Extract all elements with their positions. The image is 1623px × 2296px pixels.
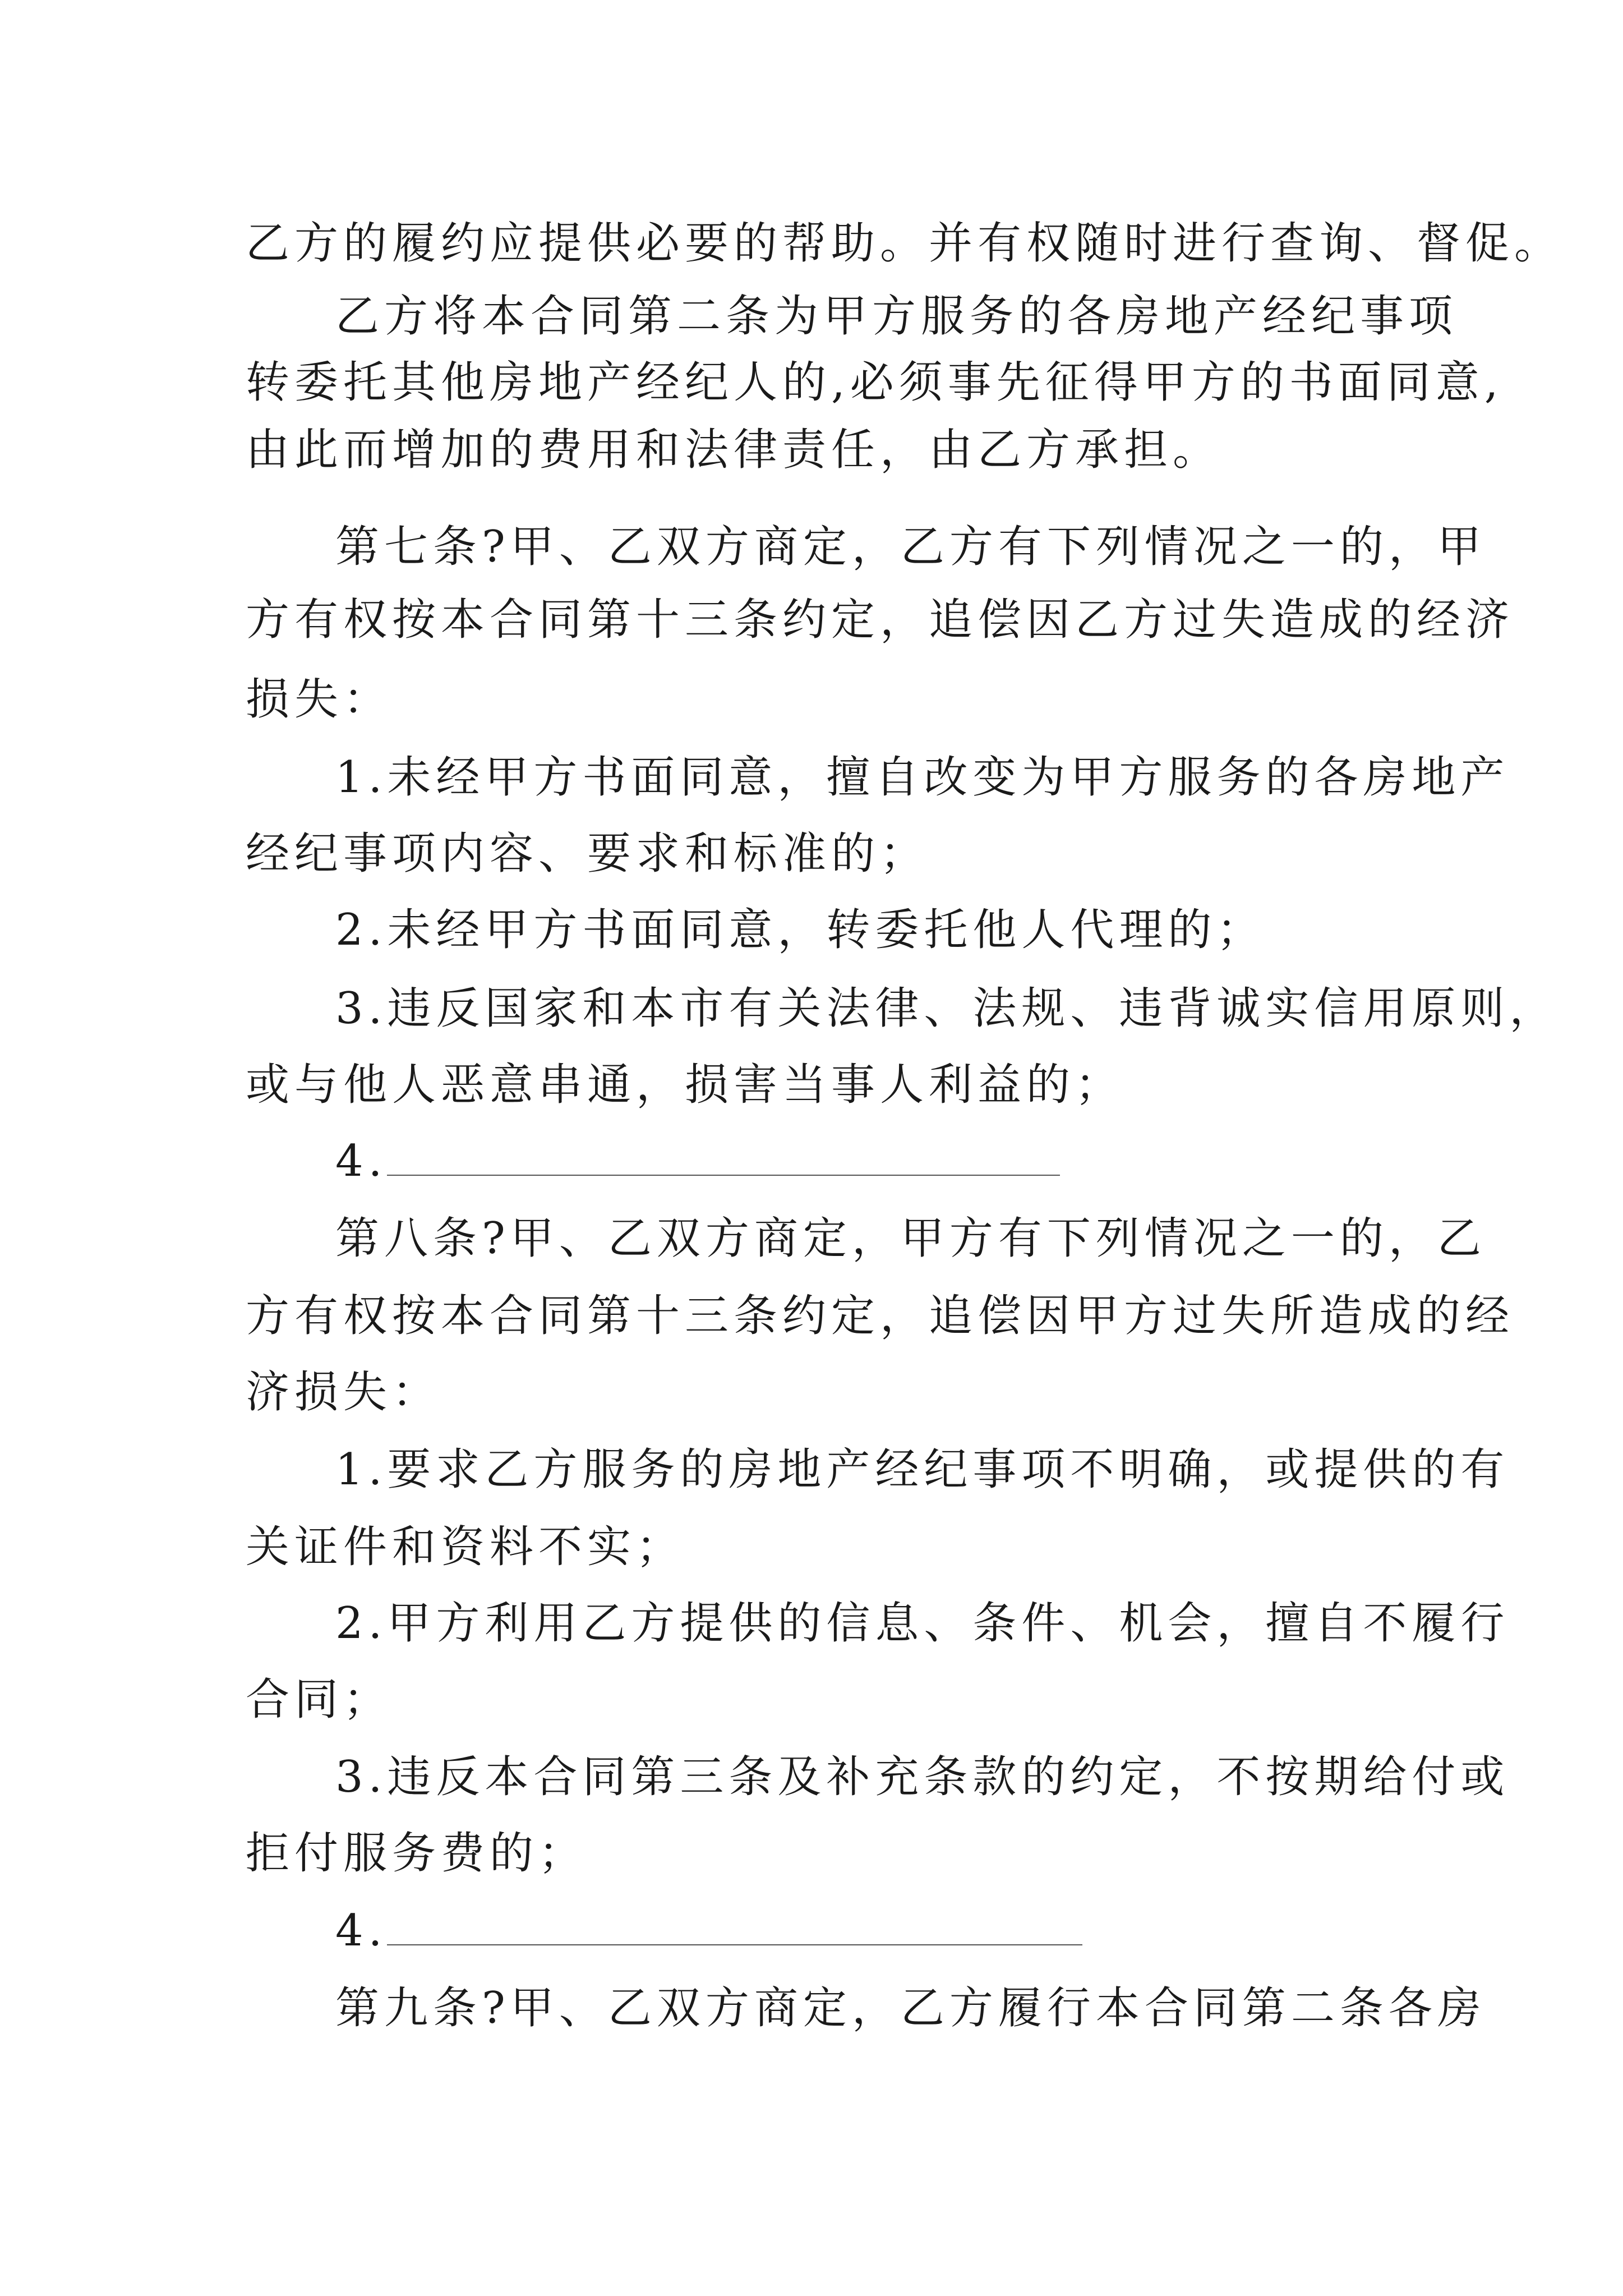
line-text: 2.未经甲方书面同意，转委托他人代理的； [335, 905, 1266, 955]
line-text: 由此而增加的费用和法律责任，由乙方承担。 [246, 425, 1222, 475]
text-line [246, 1057, 1124, 1113]
fill-in-blank [387, 1912, 1082, 1945]
line-text: 损失： [246, 674, 393, 725]
line-text: 方有权按本合同第十三条约定，追偿因乙方过失造成的经济 [246, 595, 1515, 645]
text-line [335, 1903, 1082, 1959]
text-line [246, 592, 1514, 648]
line-text: 关证件和资料不实； [246, 1522, 685, 1572]
text-line [335, 1442, 1509, 1498]
text-line [335, 902, 1265, 958]
line-text: 方有权按本合同第十三条约定，追偿因甲方过失所造成的经 [246, 1291, 1515, 1341]
text-line [335, 981, 1558, 1037]
line-text: 拒付服务费的； [246, 1828, 588, 1879]
text-line [246, 671, 392, 728]
fill-in-blank [387, 1142, 1060, 1176]
line-text: 1.未经甲方书面同意，擅自改变为甲方服务的各房地产 [335, 752, 1510, 803]
text-line [335, 288, 1458, 344]
line-text: 第七条?甲、乙双方商定，乙方有下列情况之一的，甲 [335, 522, 1486, 572]
text-line [335, 749, 1509, 806]
text-line [246, 422, 1221, 478]
line-text: 乙方的履约应提供必要的帮助。并有权随时进行查询、督促。 [246, 218, 1564, 269]
text-line [335, 1749, 1509, 1805]
text-line [335, 1980, 1486, 2036]
text-line [335, 1595, 1509, 1651]
text-line [246, 1288, 1514, 1344]
text-line [246, 355, 1504, 411]
line-text: 合同； [246, 1674, 393, 1725]
text-line [246, 1519, 685, 1575]
text-line [246, 1672, 392, 1728]
line-text: 经纪事项内容、要求和标准的； [246, 829, 929, 879]
line-text: 3.违反本合同第三条及补充条款的约定，不按期给付或 [335, 1752, 1510, 1802]
line-text: 乙方将本合同第二条为甲方服务的各房地产经纪事项 [335, 291, 1458, 342]
text-line [246, 1364, 441, 1420]
text-line [335, 1133, 1060, 1189]
line-text: 转委托其他房地产经纪人的,必须事先征得甲方的书面同意, [246, 357, 1504, 408]
text-line [246, 826, 929, 882]
text-line [335, 1211, 1486, 1267]
text-line [246, 1825, 587, 1881]
line-text: 济损失： [246, 1367, 441, 1418]
line-text: 第八条?甲、乙双方商定，甲方有下列情况之一的，乙 [335, 1213, 1486, 1264]
line-text: 1.要求乙方服务的房地产经纪事项不明确，或提供的有 [335, 1444, 1510, 1495]
line-text: 3.违反国家和本市有关法律、法规、违背诚实信用原则， [335, 983, 1559, 1034]
line-text: 4. [335, 1906, 388, 1956]
text-line [335, 519, 1486, 575]
line-text: 4. [335, 1136, 388, 1186]
line-text: 2.甲方利用乙方提供的信息、条件、机会，擅自不履行 [335, 1598, 1510, 1649]
line-text: 第九条?甲、乙双方商定，乙方履行本合同第二条各房 [335, 1983, 1486, 2033]
line-text: 或与他人恶意串通，损害当事人利益的； [246, 1060, 1124, 1110]
text-line [246, 215, 1563, 272]
